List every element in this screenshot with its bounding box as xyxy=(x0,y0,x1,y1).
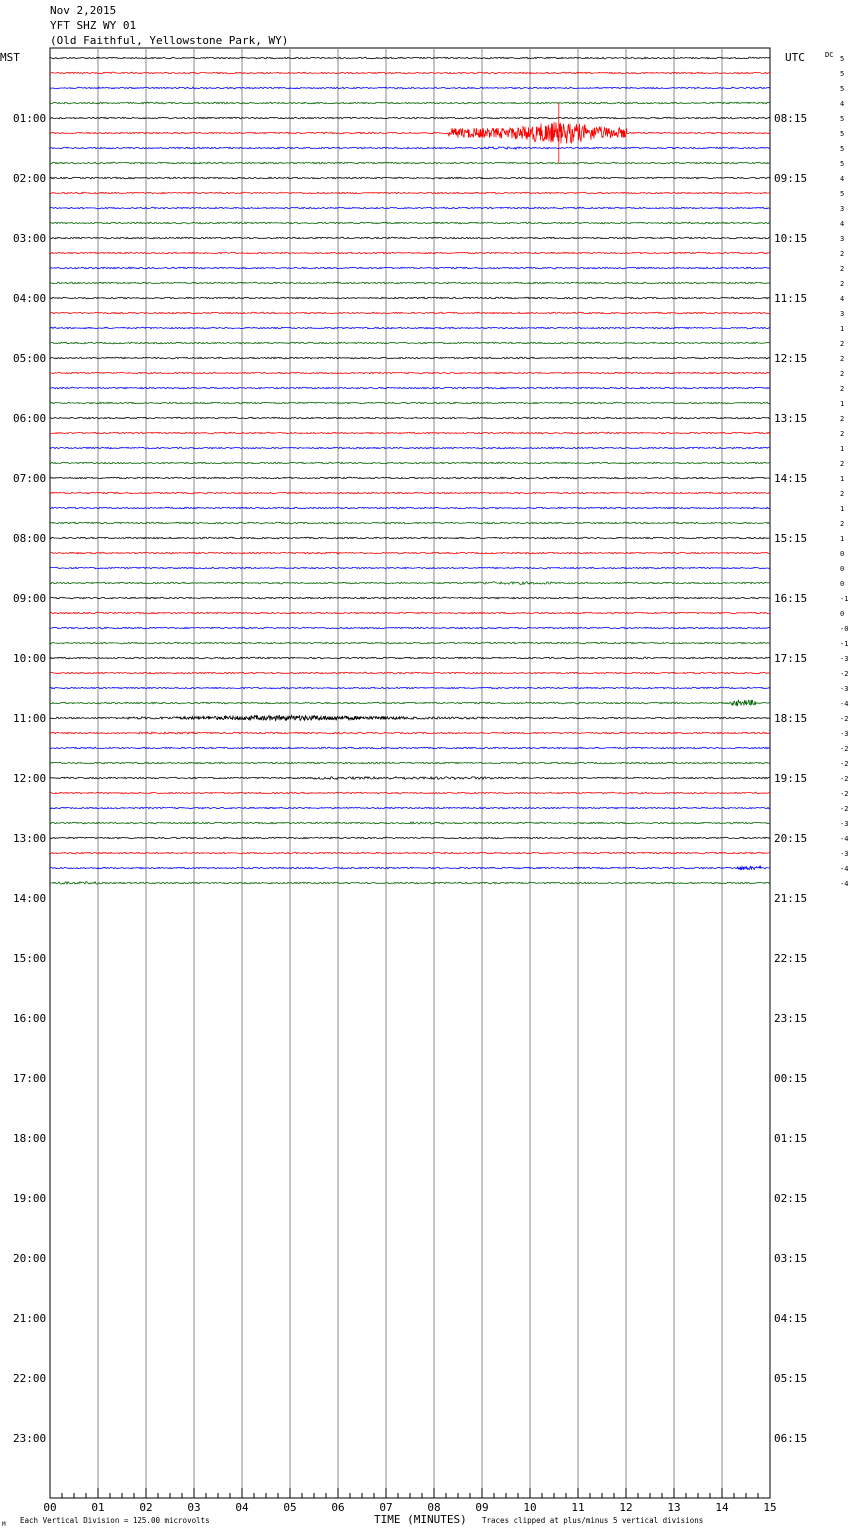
scale-note: Each Vertical Division = 125.00 microvolts xyxy=(20,1516,210,1525)
trace-line xyxy=(50,700,770,706)
dc-offset-label: -2 xyxy=(840,745,849,753)
left-axis-label: MST xyxy=(0,51,20,64)
trace-line xyxy=(50,432,770,434)
mst-hour-label: 03:00 xyxy=(13,232,47,245)
dc-offset-label: -4 xyxy=(840,835,849,843)
trace-line xyxy=(50,177,770,179)
mst-hour-label: 07:00 xyxy=(13,472,47,485)
mst-hour-label: 15:00 xyxy=(13,952,47,965)
dc-offset-label: 5 xyxy=(840,55,845,63)
dc-offset-label: 1 xyxy=(840,325,845,333)
clip-note: Traces clipped at plus/minus 5 vertical divisions xyxy=(482,1516,704,1525)
utc-hour-label: 20:15 xyxy=(774,832,808,845)
dc-offset-label: -2 xyxy=(840,805,849,813)
x-tick-label: 12 xyxy=(619,1501,633,1514)
dc-offset-label: -0 xyxy=(840,625,849,633)
mst-hour-label: 05:00 xyxy=(13,352,47,365)
dc-offset-label: 1 xyxy=(840,400,845,408)
mst-hour-label: 21:00 xyxy=(13,1312,47,1325)
dc-offset-label: -3 xyxy=(840,685,849,693)
trace-line xyxy=(50,87,770,89)
x-tick-label: 10 xyxy=(523,1501,537,1514)
trace-line xyxy=(50,222,770,224)
dc-offset-label: 2 xyxy=(840,370,845,378)
dc-offset-label: 2 xyxy=(840,340,845,348)
trace-line xyxy=(50,103,770,163)
utc-hour-label: 09:15 xyxy=(774,172,808,185)
utc-hour-label: 17:15 xyxy=(774,652,808,665)
dc-offset-label: -1 xyxy=(840,640,849,648)
dc-offset-label: -3 xyxy=(840,820,849,828)
trace-line xyxy=(50,372,770,374)
trace-line xyxy=(50,117,770,119)
dc-offset-label: -4 xyxy=(840,880,849,888)
utc-hour-label: 11:15 xyxy=(774,292,808,305)
dc-offset-label: 0 xyxy=(840,610,845,618)
dc-offset-label: 5 xyxy=(840,145,845,153)
mst-hour-label: 19:00 xyxy=(13,1192,47,1205)
trace-line xyxy=(50,462,770,464)
x-tick-label: 07 xyxy=(379,1501,393,1514)
trace-line xyxy=(50,747,770,749)
trace-line xyxy=(50,282,770,284)
dc-offset-label: 4 xyxy=(840,295,845,303)
utc-hour-label: 05:15 xyxy=(774,1372,808,1385)
trace-line xyxy=(50,837,770,839)
trace-line xyxy=(50,402,770,404)
dc-offset-label: 1 xyxy=(840,445,845,453)
dc-offset-label: 4 xyxy=(840,100,845,108)
mst-hour-label: 22:00 xyxy=(13,1372,47,1385)
dc-offset-label: 5 xyxy=(840,70,845,78)
dc-offset-label: 1 xyxy=(840,505,845,513)
dc-offset-label: 5 xyxy=(840,160,845,168)
x-tick-label: 05 xyxy=(283,1501,297,1514)
x-axis-label: TIME (MINUTES) xyxy=(374,1513,467,1526)
dc-offset-label: 2 xyxy=(840,265,845,273)
dc-offset-label: 0 xyxy=(840,550,845,558)
mst-hour-label: 20:00 xyxy=(13,1252,47,1265)
mst-hour-label: 13:00 xyxy=(13,832,47,845)
mst-hour-label: 14:00 xyxy=(13,892,47,905)
trace-line xyxy=(50,537,770,539)
trace-line xyxy=(50,642,770,644)
trace-line xyxy=(50,492,770,494)
trace-line xyxy=(50,72,770,74)
trace-line xyxy=(50,807,770,809)
utc-hour-label: 19:15 xyxy=(774,772,808,785)
trace-line xyxy=(50,312,770,314)
mst-hour-label: 12:00 xyxy=(13,772,47,785)
x-tick-label: 04 xyxy=(235,1501,249,1514)
dc-offset-label: 2 xyxy=(840,490,845,498)
trace-line xyxy=(50,387,770,389)
mst-hour-label: 23:00 xyxy=(13,1432,47,1445)
mst-hour-label: 06:00 xyxy=(13,412,47,425)
dc-offset-label: 2 xyxy=(840,460,845,468)
utc-hour-label: 12:15 xyxy=(774,352,808,365)
utc-hour-label: 18:15 xyxy=(774,712,808,725)
dc-offset-label: 4 xyxy=(840,175,845,183)
mst-hour-label: 16:00 xyxy=(13,1012,47,1025)
dc-offset-label: 1 xyxy=(840,535,845,543)
dc-offset-label: -2 xyxy=(840,670,849,678)
x-tick-label: 06 xyxy=(331,1501,345,1514)
x-tick-label: 15 xyxy=(763,1501,777,1514)
trace-line xyxy=(50,866,770,869)
dc-offset-label: 5 xyxy=(840,115,845,123)
dc-offset-label: 2 xyxy=(840,280,845,288)
trace-line xyxy=(50,342,770,344)
trace-line xyxy=(50,207,770,209)
trace-line xyxy=(50,297,770,299)
station-location: (Old Faithful, Yellowstone Park, WY) xyxy=(50,34,289,47)
x-tick-label: 11 xyxy=(571,1501,585,1514)
dc-offset-label: 2 xyxy=(840,385,845,393)
x-tick-label: 00 xyxy=(43,1501,57,1514)
dc-offset-label: -3 xyxy=(840,730,849,738)
dc-offset-label: 2 xyxy=(840,430,845,438)
trace-line xyxy=(50,237,770,239)
trace-line xyxy=(50,507,770,509)
trace-line xyxy=(50,477,770,479)
dc-offset-label: 2 xyxy=(840,250,845,258)
trace-line xyxy=(50,715,770,720)
mst-hour-label: 17:00 xyxy=(13,1072,47,1085)
dc-label: DC xyxy=(825,51,834,59)
grid xyxy=(50,48,770,1498)
trace-line xyxy=(50,357,770,359)
trace-line xyxy=(50,597,770,599)
dc-offset-label: -4 xyxy=(840,700,849,708)
dc-offset-label: -2 xyxy=(840,775,849,783)
utc-hour-label: 08:15 xyxy=(774,112,808,125)
dc-offset-label: 2 xyxy=(840,520,845,528)
trace-line xyxy=(50,582,770,585)
trace-line xyxy=(50,627,770,629)
utc-hour-label: 14:15 xyxy=(774,472,808,485)
trace-line xyxy=(50,792,770,794)
x-tick-label: 01 xyxy=(91,1501,105,1514)
dc-offset-label: 3 xyxy=(840,205,845,213)
plot-date: Nov 2,2015 xyxy=(50,4,117,17)
trace-line xyxy=(50,417,770,419)
mst-hour-label: 18:00 xyxy=(13,1132,47,1145)
x-axis-ticks xyxy=(43,1488,776,1514)
dc-offset-label: 4 xyxy=(840,220,845,228)
x-tick-label: 03 xyxy=(187,1501,201,1514)
trace-line xyxy=(50,522,770,524)
dc-offset-label: 0 xyxy=(840,580,845,588)
utc-hour-label: 13:15 xyxy=(774,412,808,425)
trace-line xyxy=(50,447,770,449)
traces xyxy=(50,55,848,888)
logo-mark: M xyxy=(2,1521,6,1528)
x-tick-label: 09 xyxy=(475,1501,489,1514)
dc-offset-label: 2 xyxy=(840,355,845,363)
station-id: YFT SHZ WY 01 xyxy=(50,19,137,32)
dc-offset-label: -3 xyxy=(840,655,849,663)
trace-line xyxy=(50,267,770,269)
dc-offset-label: -2 xyxy=(840,790,849,798)
mst-hour-label: 01:00 xyxy=(13,112,47,125)
mst-hour-label: 09:00 xyxy=(13,592,47,605)
plot-frame xyxy=(50,48,770,1498)
trace-line xyxy=(50,672,770,674)
trace-line xyxy=(50,732,770,734)
trace-line xyxy=(50,762,770,764)
utc-hour-label: 04:15 xyxy=(774,1312,808,1325)
trace-line xyxy=(50,777,770,780)
dc-offset-label: 5 xyxy=(840,85,845,93)
trace-line xyxy=(50,657,770,659)
trace-line xyxy=(50,852,770,854)
trace-line xyxy=(50,147,770,150)
trace-line xyxy=(50,822,770,824)
dc-offset-label: 3 xyxy=(840,310,845,318)
dc-offset-label: 0 xyxy=(840,565,845,573)
trace-line xyxy=(50,612,770,614)
utc-hour-label: 00:15 xyxy=(774,1072,808,1085)
dc-offset-label: 5 xyxy=(840,130,845,138)
utc-hour-label: 06:15 xyxy=(774,1432,808,1445)
utc-hour-label: 21:15 xyxy=(774,892,808,905)
dc-offset-label: -2 xyxy=(840,760,849,768)
x-tick-label: 14 xyxy=(715,1501,729,1514)
trace-line xyxy=(50,252,770,254)
utc-hour-label: 01:15 xyxy=(774,1132,808,1145)
utc-hour-label: 22:15 xyxy=(774,952,808,965)
dc-offset-label: 3 xyxy=(840,235,845,243)
trace-line xyxy=(50,57,770,59)
trace-line xyxy=(50,567,770,569)
mst-hour-label: 10:00 xyxy=(13,652,47,665)
dc-offset-label: -1 xyxy=(840,595,849,603)
trace-line xyxy=(50,102,770,104)
trace-line xyxy=(50,192,770,194)
dc-offset-label: 2 xyxy=(840,415,845,423)
mst-hour-label: 11:00 xyxy=(13,712,47,725)
mst-hour-label: 02:00 xyxy=(13,172,47,185)
utc-hour-label: 15:15 xyxy=(774,532,808,545)
trace-line xyxy=(50,882,770,885)
right-axis-label: UTC xyxy=(785,51,805,64)
trace-line xyxy=(50,687,770,689)
x-tick-label: 02 xyxy=(139,1501,153,1514)
trace-line xyxy=(50,552,770,554)
x-tick-label: 13 xyxy=(667,1501,681,1514)
utc-hour-label: 03:15 xyxy=(774,1252,808,1265)
mst-hour-label: 04:00 xyxy=(13,292,47,305)
dc-offset-label: -2 xyxy=(840,715,849,723)
dc-offset-label: 1 xyxy=(840,475,845,483)
x-tick-label: 08 xyxy=(427,1501,441,1514)
dc-offset-label: 5 xyxy=(840,190,845,198)
dc-offset-label: -4 xyxy=(840,865,849,873)
dc-offset-label: -3 xyxy=(840,850,849,858)
trace-line xyxy=(50,327,770,329)
utc-hour-label: 02:15 xyxy=(774,1192,808,1205)
utc-hour-label: 23:15 xyxy=(774,1012,808,1025)
mst-hour-label: 08:00 xyxy=(13,532,47,545)
trace-line xyxy=(50,162,770,164)
utc-hour-label: 10:15 xyxy=(774,232,808,245)
utc-hour-label: 16:15 xyxy=(774,592,808,605)
